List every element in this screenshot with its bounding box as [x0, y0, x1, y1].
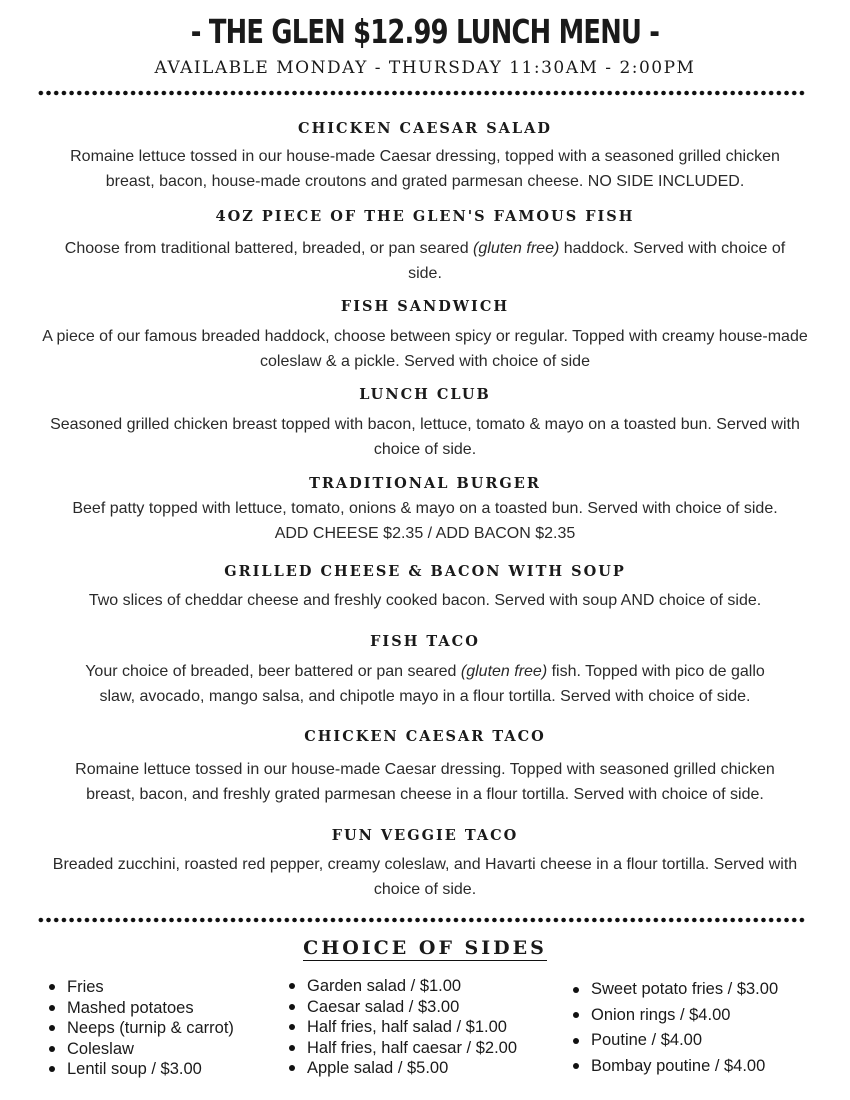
item-description: Beef patty topped with lettuce, tomato, onions & mayo on a toasted bun. Served with choice of side. ADD CHEESE $2.35 / ADD BACON $2.35	[40, 496, 810, 546]
sides-heading: CHOICE OF SIDES	[303, 937, 547, 959]
side-item: Half fries, half salad / $1.00	[287, 1017, 517, 1038]
side-item: Coleslaw	[47, 1039, 234, 1060]
side-item: Apple salad / $5.00	[287, 1058, 517, 1079]
side-item: Onion rings / $4.00	[571, 1003, 778, 1029]
burger-addons: ADD CHEESE $2.35 / ADD BACON $2.35	[274, 525, 576, 542]
menu-title: - THE GLEN $12.99 LUNCH MENU -	[190, 12, 660, 51]
side-item: Poutine / $4.00	[571, 1028, 778, 1054]
dotted-divider-top	[37, 90, 807, 96]
item-description: Two slices of cheddar cheese and freshly cooked bacon. Served with soup AND choice of side.	[88, 592, 762, 609]
item-name: GRILLED CHEESE & BACON WITH SOUP	[224, 563, 626, 580]
side-item: Half fries, half caesar / $2.00	[287, 1038, 517, 1059]
item-name: LUNCH CLUB	[359, 386, 491, 403]
item-description: Romaine lettuce tossed in our house-made Caesar dressing, topped with a seasoned grilled chicken breast, bacon, house-made croutons and grated parmesan cheese. NO SIDE INCLUDED.	[70, 148, 780, 190]
side-item: Lentil soup / $3.00	[47, 1059, 234, 1080]
side-item: Bombay poutine / $4.00	[571, 1054, 778, 1080]
item-description: Your choice of breaded, beer battered or pan seared (gluten free) fish. Topped with pico de gallo slaw, avocado, mango salsa, and chipotle mayo in a flour tortilla. Served with choice of side.	[85, 663, 765, 705]
menu-item-grilled-cheese-bacon-soup	[40, 562, 810, 613]
side-item: Caesar salad / $3.00	[287, 997, 517, 1018]
gluten-free-note: (gluten free)	[460, 663, 548, 680]
menu-item-fun-veggie-taco	[40, 826, 810, 902]
item-name: CHICKEN CAESAR SALAD	[298, 120, 552, 137]
menu-item-fish-sandwich	[30, 297, 820, 374]
menu-item-famous-fish	[40, 207, 810, 286]
item-name: FUN VEGGIE TACO	[331, 827, 519, 844]
menu-item-traditional-burger	[40, 474, 810, 546]
menu-item-fish-taco	[40, 632, 810, 709]
item-description: Choose from traditional battered, breaded, or pan seared (gluten free) haddock. Served with choice of side.	[64, 240, 786, 282]
sides-list-column-2	[287, 976, 517, 1079]
side-item: Mashed potatoes	[47, 998, 234, 1019]
item-description: Romaine lettuce tossed in our house-made Caesar dressing. Topped with seasoned grilled chicken breast, bacon, and freshly grated parmesan cheese in a flour tortilla. Served with choice of side.	[75, 761, 775, 803]
item-name: 4OZ PIECE OF THE GLEN'S FAMOUS FISH	[215, 208, 635, 225]
sides-list-column-1	[47, 977, 234, 1080]
dotted-divider-bottom	[37, 917, 807, 923]
item-description: Breaded zucchini, roasted red pepper, creamy coleslaw, and Havarti cheese in a flour tortilla. Served with choice of side.	[52, 856, 798, 898]
item-description: Seasoned grilled chicken breast topped with bacon, lettuce, tomato & mayo on a toasted bun. Served with choice of side.	[50, 416, 800, 458]
item-name: CHICKEN CAESAR TACO	[304, 728, 546, 745]
gluten-free-note: (gluten free)	[473, 240, 560, 257]
item-name: FISH TACO	[370, 633, 480, 650]
menu-item-lunch-club	[40, 385, 810, 462]
side-item: Fries	[47, 977, 234, 998]
item-description: A piece of our famous breaded haddock, choose between spicy or regular. Topped with creamy house-made coleslaw & a pickle. Served with choice of side	[42, 328, 808, 370]
menu-item-chicken-caesar-salad	[40, 119, 810, 194]
side-item: Neeps (turnip & carrot)	[47, 1018, 234, 1039]
menu-availability: AVAILABLE MONDAY - THURSDAY 11:30AM - 2:00PM	[154, 58, 696, 78]
side-item: Garden salad / $1.00	[287, 976, 517, 997]
item-name: TRADITIONAL BURGER	[309, 475, 541, 492]
item-name: FISH SANDWICH	[340, 298, 510, 315]
sides-list-column-3	[571, 977, 778, 1079]
menu-item-chicken-caesar-taco	[40, 727, 810, 807]
side-item: Sweet potato fries / $3.00	[571, 977, 778, 1003]
